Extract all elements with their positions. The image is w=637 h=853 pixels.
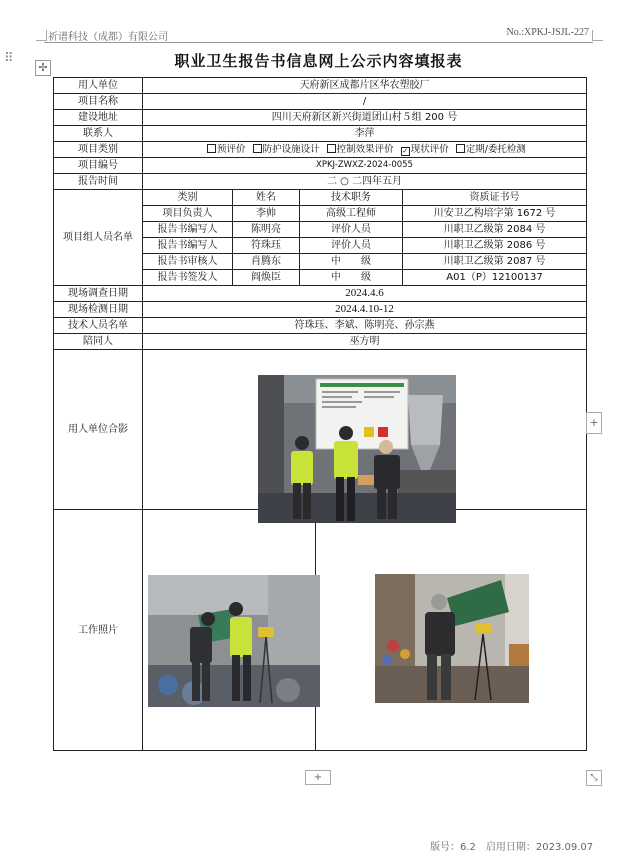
report-time-label: 报告时间 <box>54 174 143 190</box>
margin-corner-top-left <box>36 30 47 41</box>
escort-value[interactable]: 巫方明 <box>143 334 587 350</box>
document-number: No.:XPKJ-JSJL-227 <box>506 27 589 38</box>
team-cell-title[interactable]: 中 级 <box>300 254 403 270</box>
project-no-value[interactable]: XPKJ-ZWXZ-2024-0055 <box>143 158 587 174</box>
team-cell-name[interactable]: 李帅 <box>233 206 300 222</box>
header-rule <box>44 42 593 43</box>
team-header-row <box>54 190 587 206</box>
group-photo-label: 用人单位合影 <box>54 350 143 510</box>
team-label: 项目组人员名单 <box>54 190 143 286</box>
team-cell-certificate[interactable]: 川职卫乙级第 2086 号 <box>403 238 587 254</box>
team-cell-certificate[interactable]: 川职卫乙级第 2084 号 <box>403 222 587 238</box>
team-header-certificate: 资质证书号 <box>403 190 587 206</box>
tech-staff-value[interactable]: 符珠珏、李斌、陈明亮、孙宗燕 <box>143 318 587 334</box>
margin-corner-top-right <box>592 30 603 41</box>
checkbox-periodic-testing[interactable]: 定期/委托检测 <box>452 144 526 155</box>
row-employer <box>54 78 587 94</box>
team-cell-category[interactable]: 报告书签发人 <box>143 270 233 286</box>
drag-handle-icon[interactable]: ⠿ <box>4 51 13 66</box>
team-cell-certificate[interactable]: A01（P）12100137 <box>403 270 587 286</box>
team-cell-name[interactable]: 阎焕臣 <box>233 270 300 286</box>
work-photo-right-image <box>375 574 529 703</box>
row-tech-staff <box>54 318 587 334</box>
form-title: 职业卫生报告书信息网上公示内容填报表 <box>174 52 463 70</box>
checkbox-control-effect[interactable]: 控制效果评价 <box>323 144 394 155</box>
contact-label: 联系人 <box>54 126 143 142</box>
row-address <box>54 110 587 126</box>
team-cell-name[interactable]: 陈明亮 <box>233 222 300 238</box>
employer-value[interactable]: 天府新区成都片区华农塑胶厂 <box>143 78 587 94</box>
team-header-title: 技术职务 <box>300 190 403 206</box>
add-row-button[interactable]: + <box>305 770 331 785</box>
row-project-no <box>54 158 587 174</box>
checkbox-protection-design[interactable]: 防护设施设计 <box>249 144 320 155</box>
address-value[interactable]: 四川天府新区新兴街道团山村５组 200 号 <box>143 110 587 126</box>
row-contact <box>54 126 587 142</box>
employer-label: 用人单位 <box>54 78 143 94</box>
project-name-label: 项目名称 <box>54 94 143 110</box>
resize-handle-icon[interactable]: ⤡ <box>586 770 602 786</box>
checkbox-box <box>207 144 216 153</box>
team-cell-certificate[interactable]: 川职卫乙级第 2087 号 <box>403 254 587 270</box>
category-options <box>143 142 587 158</box>
row-test-date <box>54 302 587 318</box>
project-no-label: 项目编号 <box>54 158 143 174</box>
report-time-value[interactable]: 二 ○ 二四年五月 <box>143 174 587 190</box>
category-label: 项目类别 <box>54 142 143 158</box>
escort-label: 陪同人 <box>54 334 143 350</box>
team-cell-name[interactable]: 符珠珏 <box>233 238 300 254</box>
footer-version: 版号：6.2 启用日期：2023.09.07 <box>430 842 594 853</box>
test-date-label: 现场检测日期 <box>54 302 143 318</box>
team-cell-category[interactable]: 报告书审核人 <box>143 254 233 270</box>
row-project-name <box>54 94 587 110</box>
contact-value[interactable]: 李萍 <box>143 126 587 142</box>
survey-date-value[interactable]: 2024.4.6 <box>143 286 587 302</box>
add-column-button[interactable]: + <box>586 412 602 434</box>
work-photo-label: 工作照片 <box>54 510 143 751</box>
checkbox-box-checked: ✓ <box>402 147 409 155</box>
team-cell-title[interactable]: 评价人员 <box>300 222 403 238</box>
row-survey-date <box>54 286 587 302</box>
checkbox-status-evaluation[interactable]: ✓ 现状评价 <box>402 144 449 155</box>
team-cell-category[interactable]: 报告书编写人 <box>143 238 233 254</box>
test-date-value[interactable]: 2024.4.10-12 <box>143 302 587 318</box>
checkbox-box <box>253 144 262 153</box>
row-report-time <box>54 174 587 190</box>
group-photo-image <box>258 375 456 523</box>
checkbox-box <box>327 144 336 153</box>
checkbox-pre-evaluation[interactable]: 预评价 <box>203 144 246 155</box>
company-name: 祈谱科技（成都）有限公司 <box>48 32 168 43</box>
survey-date-label: 现场调查日期 <box>54 286 143 302</box>
team-cell-title[interactable]: 高级工程师 <box>300 206 403 222</box>
work-photo-left-image <box>148 575 320 707</box>
checkbox-box <box>456 144 465 153</box>
table-move-handle-icon[interactable]: ✢ <box>35 60 51 76</box>
project-name-value[interactable]: / <box>143 94 587 110</box>
team-cell-title[interactable]: 评价人员 <box>300 238 403 254</box>
row-category <box>54 142 587 158</box>
row-escort <box>54 334 587 350</box>
team-cell-category[interactable]: 项目负责人 <box>143 206 233 222</box>
tech-staff-label: 技术人员名单 <box>54 318 143 334</box>
team-cell-certificate[interactable]: 川安卫乙构培字第 1672 号 <box>403 206 587 222</box>
team-header-category: 类别 <box>143 190 233 206</box>
team-cell-name[interactable]: 肖腾东 <box>233 254 300 270</box>
team-header-name: 姓名 <box>233 190 300 206</box>
team-cell-title[interactable]: 中 级 <box>300 270 403 286</box>
team-cell-category[interactable]: 报告书编写人 <box>143 222 233 238</box>
address-label: 建设地址 <box>54 110 143 126</box>
